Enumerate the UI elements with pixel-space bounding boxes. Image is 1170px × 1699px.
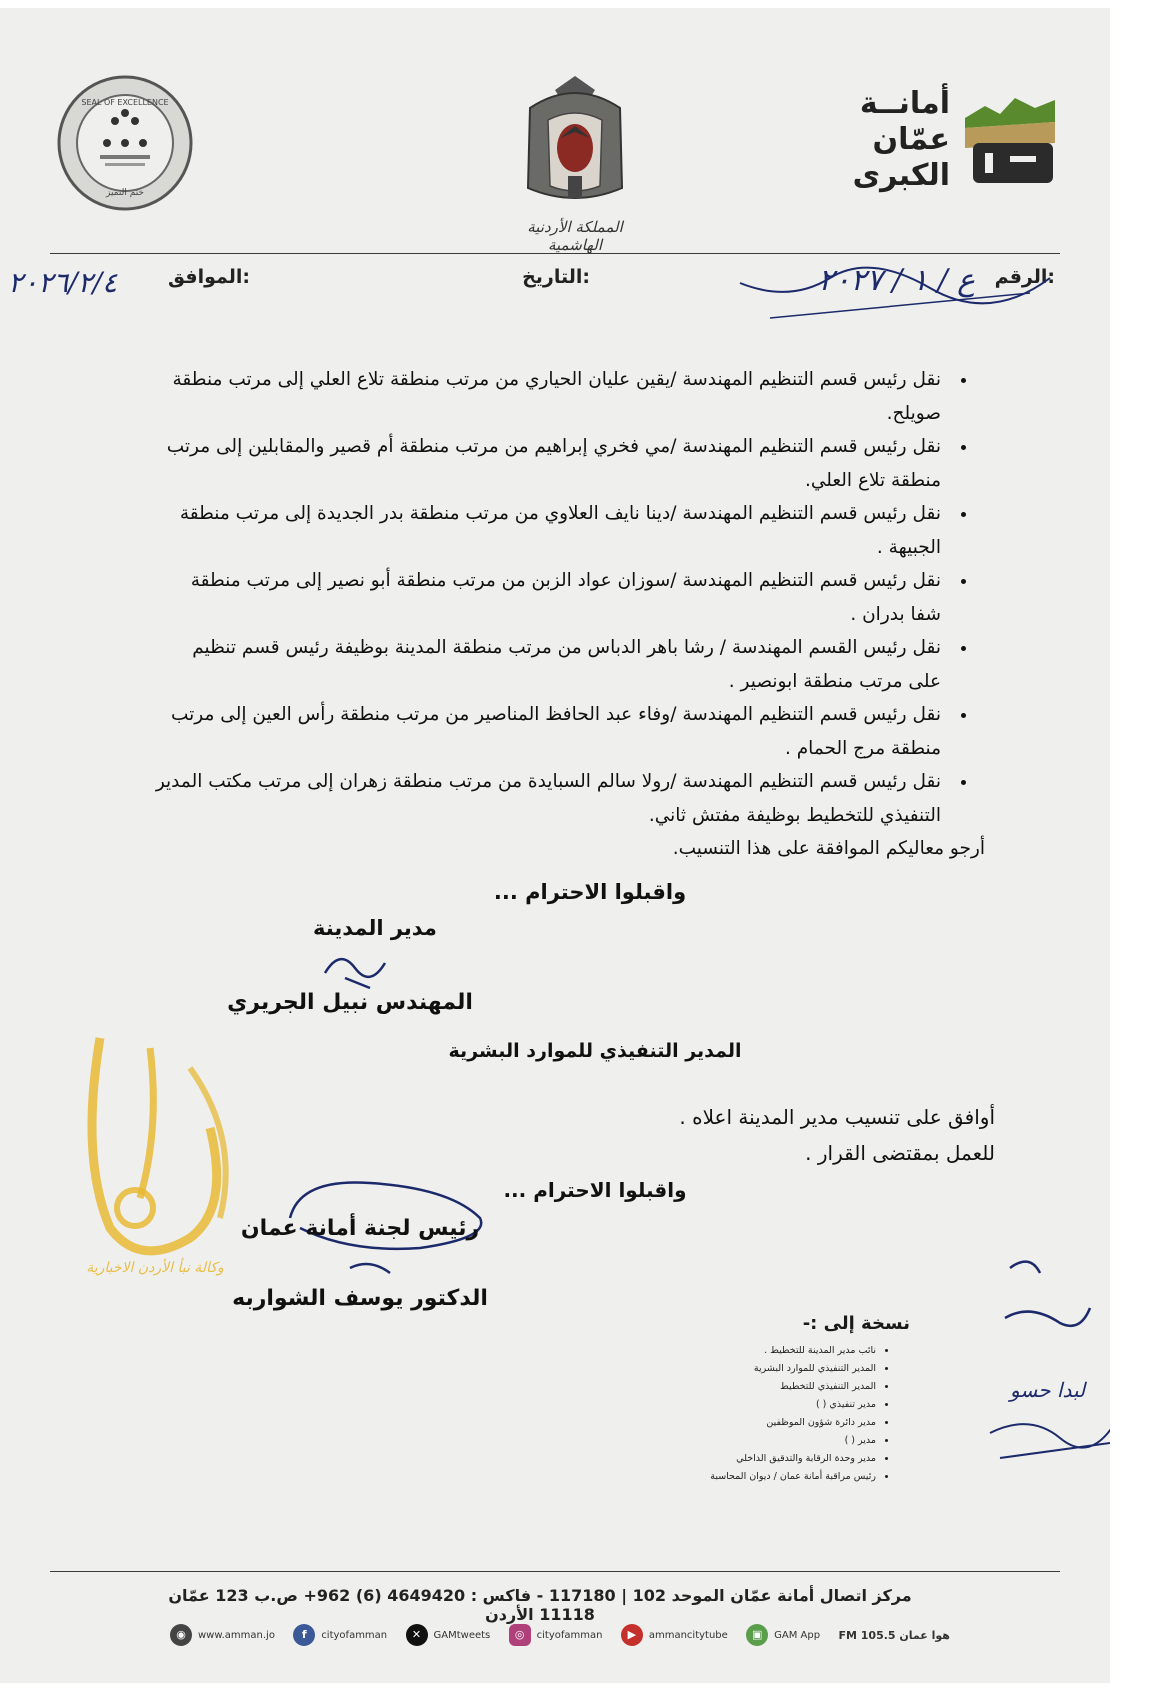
seal-text: SEAL OF EXCELLENCE [81, 98, 169, 107]
facebook-icon: f [293, 1624, 315, 1646]
radio-logo-icon: هوا عمان 105.5 FM [838, 1628, 950, 1642]
seal-subtext: ختم التميز [106, 188, 144, 198]
transfer-item: • نقل رئيس قسم التنظيم المهندسة /يقين عليان الحياري من مرتب منطقة تلاع العلي إلى مرتب منطقة صويلح. [155, 363, 949, 430]
social-links [170, 1620, 950, 1650]
letter-body [155, 363, 985, 866]
jordan-coat-of-arms-icon [500, 68, 650, 218]
watermark-text: وكالة نبأ الأردن الاخبارية [86, 1260, 224, 1276]
copy-to-item: • مدير ( ) [710, 1432, 876, 1450]
approval-line-2: للعمل بمقتضى القرار . [805, 1141, 995, 1165]
gam-logo-text: أمانــة عمّان الكبرى [852, 86, 950, 193]
youtube-icon: ▶ [621, 1624, 643, 1646]
copy-handwritten-scribble [980, 1403, 1110, 1473]
copy-to-item: • مدير وحدة الرقابة والتدقيق الداخلي [710, 1450, 876, 1468]
signer2-title: رئيس لجنة أمانة عمان [240, 1216, 480, 1241]
ref-number-scribble [730, 263, 1070, 323]
coat-of-arms [500, 68, 650, 254]
transfer-item: • نقل رئيس قسم التنظيم المهندسة /سوزان عواد الزبن من مرتب منطقة أبو نصير إلى مرتب منطقة شفا بدران . [155, 564, 949, 631]
social-instagram[interactable]: ◎ cityofamman [509, 1624, 603, 1646]
copy-to-list [710, 1342, 910, 1486]
social-facebook[interactable]: f cityofamman [293, 1624, 387, 1646]
signer1-title: مدير المدينة [313, 916, 437, 940]
copy-to-title: نسخة إلى :- [802, 1313, 910, 1334]
signer1-name: المهندس نبيل الجريري [227, 990, 473, 1015]
addressee-hr: المدير التنفيذي للموارد البشرية [448, 1040, 742, 1062]
agreed-date-handwriting: ٢٠٢٦/٢/٤ [8, 266, 118, 299]
signer2-name: الدكتور يوسف الشواربه [232, 1286, 488, 1311]
gam-logo [852, 78, 1060, 198]
transfer-list [155, 363, 975, 832]
ref-number-handwriting: ع / ١ / ٢٠٢٧ [818, 263, 975, 298]
signer1-signature [315, 943, 395, 993]
social-radio[interactable] [838, 1629, 949, 1642]
copy-to-item: • نائب مدير المدينة للتخطيط . [710, 1342, 876, 1360]
transfer-item: • نقل رئيس قسم التنظيم المهندسة /مي فخري إبراهيم من مرتب منطقة أم قصير والمقابلين إلى مرتب منطقة تلاع العلي. [155, 430, 949, 497]
document-page [0, 8, 1110, 1683]
approval-line-1: أوافق على تنسيب مدير المدينة اعلاه . [679, 1105, 995, 1129]
social-app[interactable]: ▣ GAM App [746, 1624, 820, 1646]
instagram-icon: ◎ [509, 1624, 531, 1646]
copy-initials-scribble [990, 1248, 1110, 1348]
app-icon: ▣ [746, 1624, 768, 1646]
transfer-item: • نقل رئيس قسم التنظيم المهندسة /دينا نايف العلاوي من مرتب منطقة بدر الجديدة إلى مرتب منطقة الجبيهة . [155, 497, 949, 564]
copy-to-item: • مدير تنفيذي ( ) [710, 1396, 876, 1414]
closing-regards-1: واقبلوا الاحترام ... [493, 880, 687, 904]
footer-contact: مركز اتصال أمانة عمّان الموحد 102 | 117180 - فاكس : 4649420 (6) 962+ ص.ب 123 عمّان 11118 الأردن [168, 1586, 912, 1624]
news-agency-watermark-logo [40, 1008, 270, 1298]
gam-emblem-icon [955, 88, 1060, 188]
date-label: التاريخ: [522, 266, 590, 288]
copy-to-item: • المدير التنفيذي للتخطيط [710, 1378, 876, 1396]
agreed-label: الموافق: [168, 266, 250, 288]
header-rule [50, 253, 1060, 254]
copy-to-item: • مدير دائرة شؤون الموظفين [710, 1414, 876, 1432]
transfer-item: • نقل رئيس القسم المهندسة / رشا باهر الدباس من مرتب منطقة المدينة بوظيفة رئيس قسم تنظيم على مرتب منطقة ابونصير . [155, 631, 949, 698]
social-x[interactable]: ✕ GAMtweets [406, 1624, 491, 1646]
social-website[interactable]: ◉ www.amman.jo [170, 1624, 275, 1646]
footer-rule [50, 1571, 1060, 1572]
copy-to-item: • المدير التنفيذي للموارد البشرية [710, 1360, 876, 1378]
copy-handwritten-note: لبدا حسو [1010, 1378, 1086, 1402]
copy-to-item: • رئيس مراقبة أمانة عمان / ديوان المحاسبة [710, 1468, 876, 1486]
ref-number-label: الرقم: [994, 266, 1055, 288]
transfer-item: • نقل رئيس قسم التنظيم المهندسة /وفاء عبد الحافظ المناصير من مرتب منطقة رأس العين إلى مرتب منطقة مرج الحمام . [155, 698, 949, 765]
closing-regards-2: واقبلوا الاحترام ... [503, 1178, 687, 1202]
social-youtube[interactable]: ▶ ammancitytube [621, 1624, 728, 1646]
x-icon: ✕ [406, 1624, 428, 1646]
kingdom-caption: المملكة الأردنية الهاشمية [527, 218, 623, 254]
globe-icon: ◉ [170, 1624, 192, 1646]
copy-to-block [710, 1313, 910, 1486]
request-text: أرجو معاليكم الموافقة على هذا التنسيب. [672, 838, 985, 859]
transfer-item: • نقل رئيس قسم التنظيم المهندسة /رولا سالم السبايدة من مرتب منطقة زهران إلى مرتب مكتب المدير التنفيذي للتخطيط بوظيفة مفتش ثاني. [155, 765, 949, 832]
